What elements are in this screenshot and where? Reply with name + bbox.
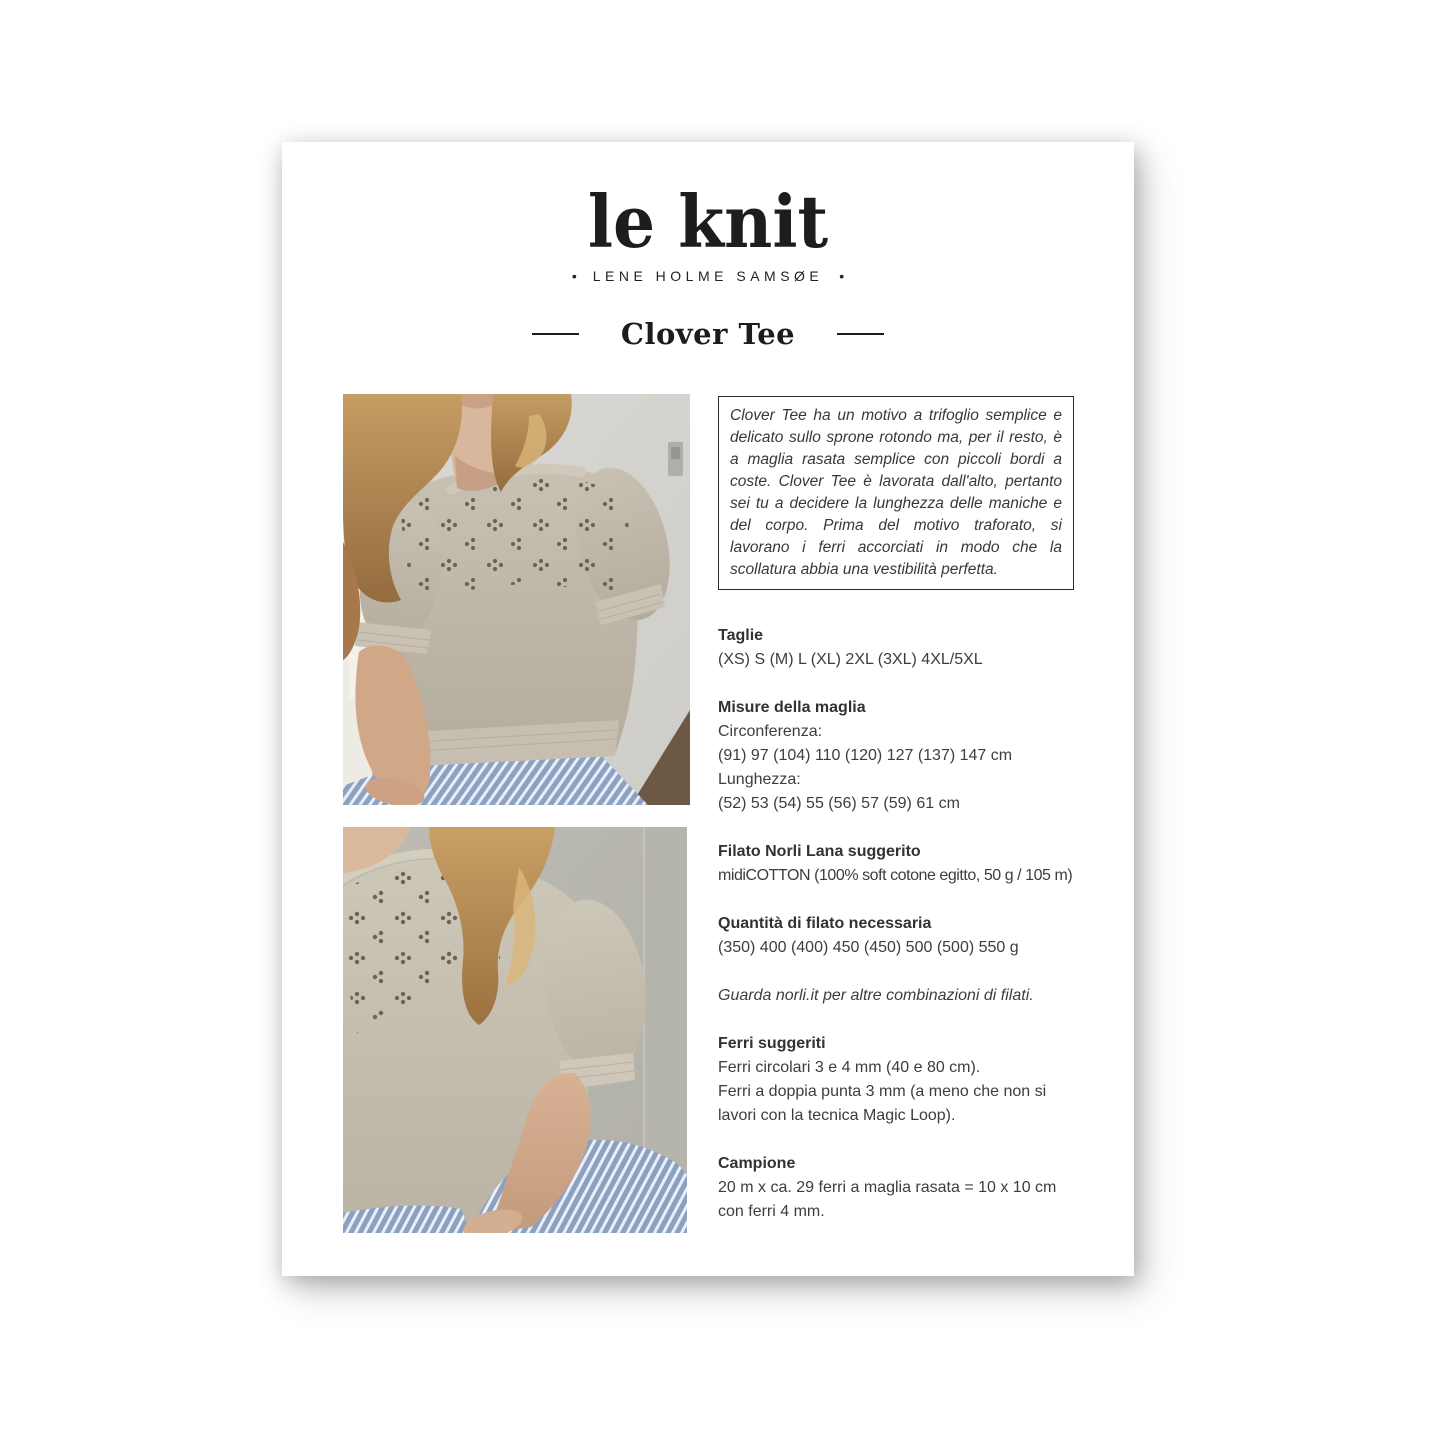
brand-tagline: LENE HOLME SAMSØE (592, 268, 824, 284)
section-quantity (718, 912, 1074, 960)
needles-line2: Ferri a doppia punta 3 mm (a meno che non si lavori con la tecnica Magic Loop). (718, 1083, 1047, 1124)
page-title: Clover Tee (620, 317, 796, 351)
section-yarn (718, 840, 1074, 888)
length-values: (52) 53 (54) 55 (56) 57 (59) 61 cm (718, 795, 960, 812)
yarn-note: Guarda norli.it per altre combinazioni di filati. (718, 987, 1034, 1004)
pattern-page (282, 142, 1134, 1276)
photo-model-front (343, 394, 690, 805)
brand-logo: le knit (587, 179, 829, 264)
title-dash-left (532, 333, 579, 335)
section-heading: Ferri suggeriti (718, 1035, 826, 1052)
section-heading: Quantità di filato necessaria (718, 915, 932, 932)
section-heading: Misure della maglia (718, 699, 866, 716)
circumference-label: Circonferenza: (718, 723, 823, 740)
section-heading: Campione (718, 1155, 796, 1172)
sizes-values: (XS) S (M) L (XL) 2XL (3XL) 4XL/5XL (718, 651, 983, 668)
needles-line1: Ferri circolari 3 e 4 mm (40 e 80 cm). (718, 1059, 981, 1076)
gauge-value: 20 m x ca. 29 ferri a maglia rasata = 10 x 10 cm con ferri 4 mm. (718, 1179, 1057, 1220)
section-sizes (718, 624, 1074, 672)
bullet-icon: • (571, 268, 577, 284)
section-gauge (718, 1152, 1074, 1224)
pattern-title-row (282, 317, 1134, 351)
circumference-values: (91) 97 (104) 110 (120) 127 (137) 147 cm (718, 747, 1013, 764)
yarn-value: midiCOTTON (100% soft cotone egitto, 50 g / 105 m) (718, 867, 1073, 884)
length-label: Lunghezza: (718, 771, 801, 788)
section-heading: Filato Norli Lana suggerito (718, 843, 921, 860)
brand-tagline-row (282, 268, 1134, 284)
intro-description-box: Clover Tee ha un motivo a trifoglio semplice e delicato sullo sprone rotondo ma, per il resto, è a maglia rasata semplice con piccoli bordi a coste. Clover Tee è lavorata dall'alto, pertanto sei tu a decidere la lunghezza delle maniche e del corpo. Prima del motivo traforato, si lavorano i ferri accorciati in modo che la scollatura abbia una vestibilità perfetta. (718, 396, 1074, 590)
section-needles (718, 1032, 1074, 1128)
title-dash-right (837, 333, 884, 335)
spec-column (718, 396, 1074, 1248)
quantity-values: (350) 400 (400) 450 (450) 500 (500) 550 g (718, 939, 1019, 956)
bullet-icon: • (839, 268, 845, 284)
photo-detail-closeup (343, 827, 687, 1233)
section-measurements (718, 696, 1074, 816)
section-heading: Taglie (718, 627, 764, 644)
